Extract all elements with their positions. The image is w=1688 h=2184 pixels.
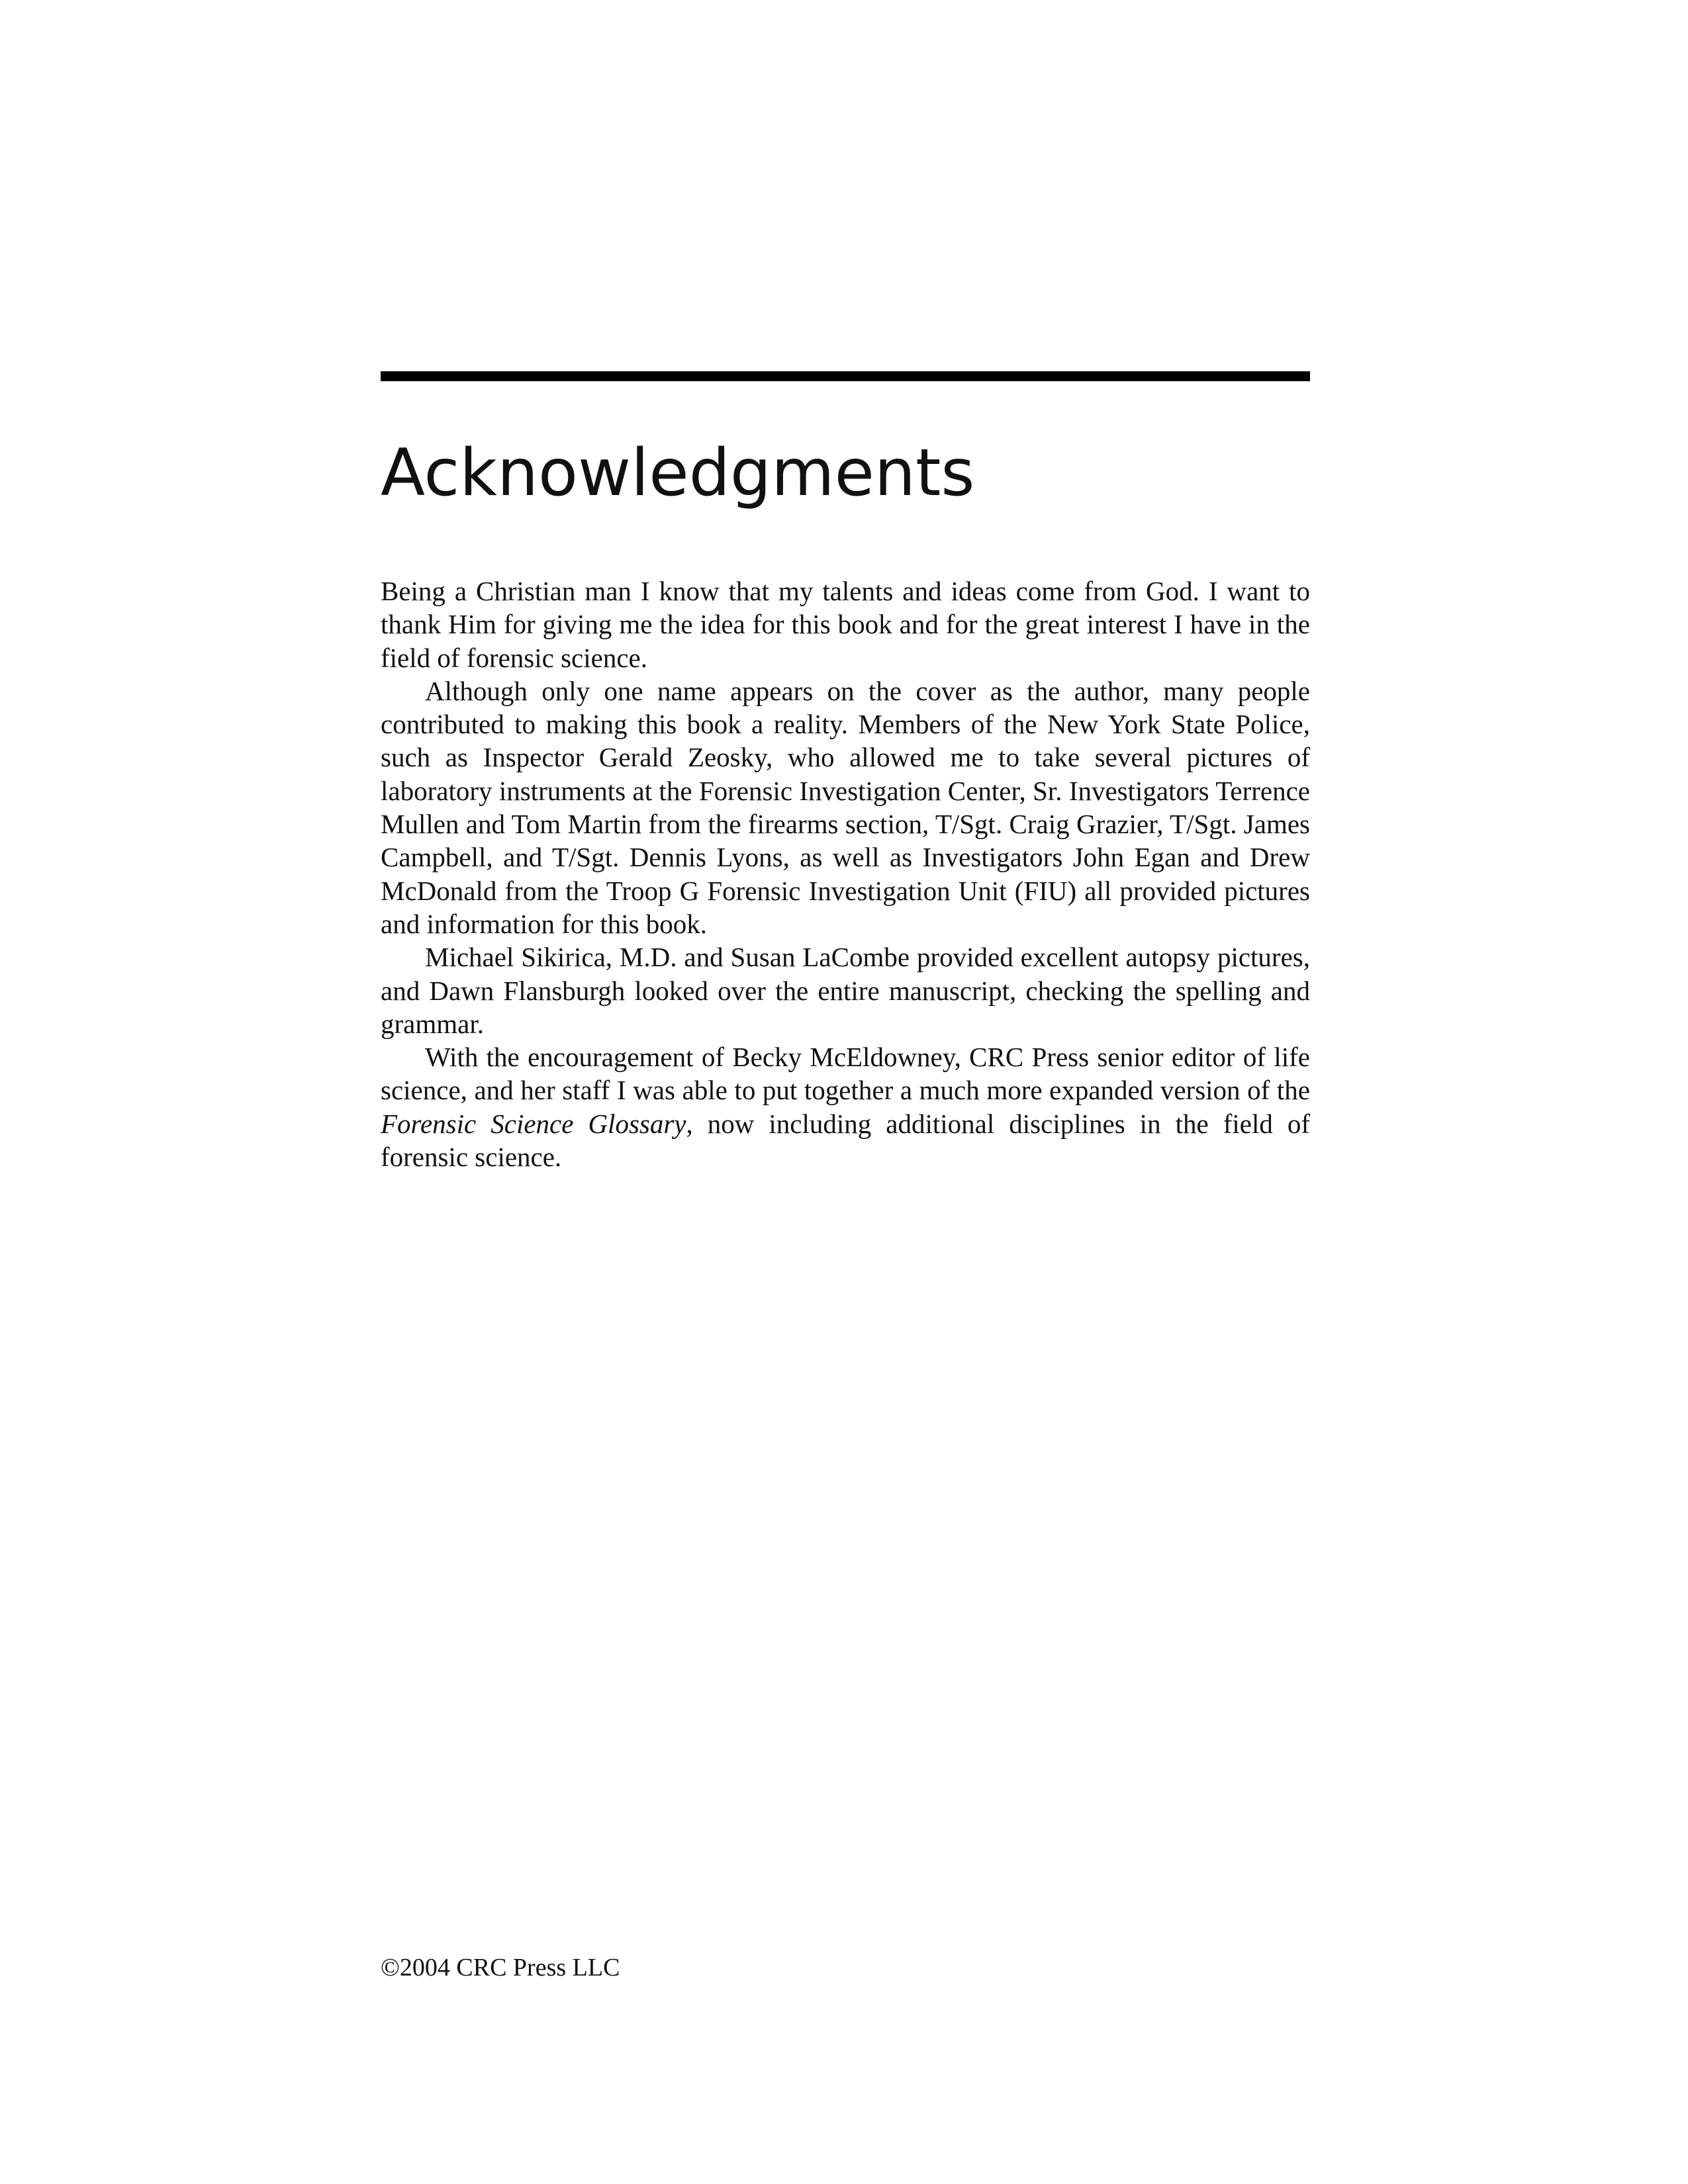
- paragraph-4: [381, 1040, 1310, 1173]
- paragraph-1: Being a Christian man I know that my talents and ideas come from God. I want to thank Him for giving me the idea for this book and for the great interest I have in the field of forensic science.: [381, 576, 1310, 673]
- title-rule: [381, 371, 1310, 381]
- paragraph-3: Michael Sikirica, M.D. and Susan LaCombe provided excellent autopsy pictures, and Dawn Flansburgh looked over the entire manuscript, checking the spelling and grammar.: [381, 942, 1310, 1039]
- page-title: Acknowledgments: [381, 435, 975, 511]
- paragraph-4-text-start: With the encouragement of Becky McEldowney, CRC Press senior editor of life science, and her staff I was able to put together a much more expanded version of the: [381, 1042, 1310, 1106]
- book-title-italic: Forensic Science Glossary: [381, 1108, 686, 1139]
- body-text: [381, 574, 1310, 1173]
- paragraph-2: Although only one name appears on the cover as the author, many people contributed to making this book a reality. Members of the New York State Police, such as Inspector Gerald Zeosky, who allowed me to take several pictures of laboratory instruments at the Forensic Investigation Center, Sr. Investigators Terrence Mullen and Tom Martin from the firearms section, T/Sgt. Craig Grazier, T/Sgt. James Campbell, and T/Sgt. Dennis Lyons, as well as Investigators John Egan and Drew McDonald from the Troop G Forensic Investigation Unit (FIU) all provided pictures and information for this book.: [381, 675, 1310, 939]
- copyright-notice: ©2004 CRC Press LLC: [381, 1954, 620, 1981]
- paragraph-4-text-end: , now including additional disciplines in the field of forensic science.: [381, 1108, 1311, 1173]
